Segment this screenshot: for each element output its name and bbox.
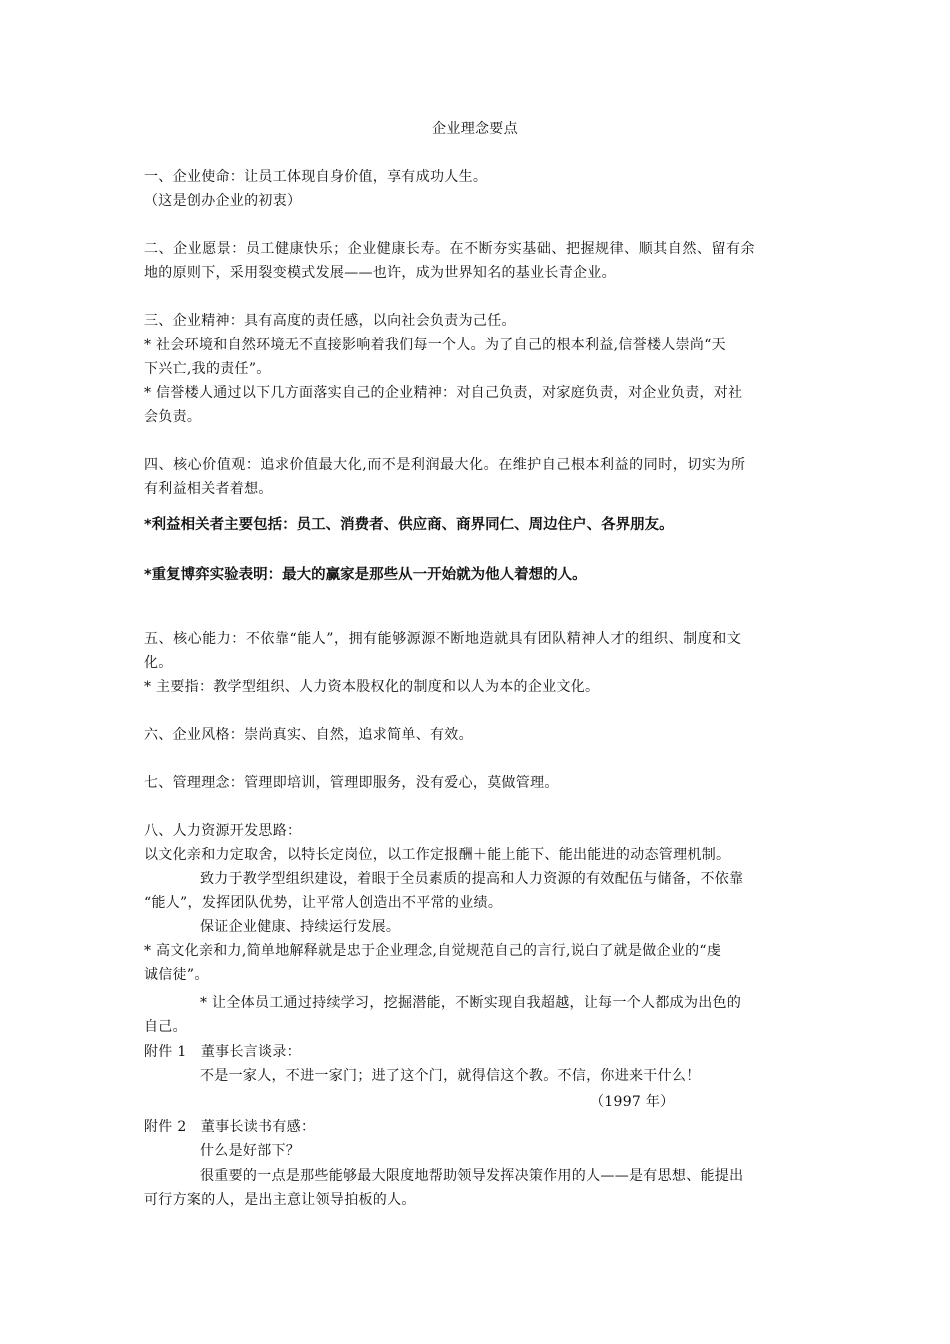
spirit-line: 三、企业精神：具有高度的责任感，以向社会负责为己任。 xyxy=(144,313,516,329)
mission-line: 一、企业使命：让员工体现自身价值，享有成功人生。 xyxy=(144,169,488,185)
hr-note-2b: 自己。 xyxy=(144,1019,187,1035)
hr-heading: 八、人力资源开发思路： xyxy=(144,823,302,839)
management-line: 七、管理理念：管理即培训，管理即服务，没有爱心，莫做管理。 xyxy=(144,775,559,791)
appendix-2-question: 什么是好部下？ xyxy=(200,1143,301,1159)
spirit-note-1b: 下兴亡,我的责任”。 xyxy=(144,361,271,377)
mission-note: （这是创办企业的初衷） xyxy=(144,193,302,209)
hr-line-2: 致力于教学型组织建设，着眼于全员素质的提高和人力资源的有效配伍与储备，不依靠 xyxy=(200,871,744,887)
style-line: 六、企业风格：崇尚真实、自然，追求简单、有效。 xyxy=(144,727,473,743)
hr-note-2a: * 让全体员工通过持续学习，挖掘潜能，不断实现自我超越，让每一个人都成为出色的 xyxy=(200,995,742,1011)
appendix-2-heading: 附件 2 董事长读书有感： xyxy=(144,1119,316,1135)
vision-line-2: 地的原则下，采用裂变模式发展——也许，成为世界知名的基业长青企业。 xyxy=(144,265,616,281)
appendix-2-answer-2: 可行方案的人，是出主意让领导拍板的人。 xyxy=(144,1192,416,1208)
stakeholders-note: *利益相关者主要包括：员工、消费者、供应商、商界同仁、周边住户、各界朋友。 xyxy=(144,517,674,533)
capability-line-2: 化。 xyxy=(144,655,173,671)
appendix-1-heading: 附件 1 董事长言谈录： xyxy=(144,1044,301,1060)
values-line-2: 有利益相关者着想。 xyxy=(144,481,273,497)
spirit-note-2b: 会负责。 xyxy=(144,409,202,425)
appendix-2-answer-1: 很重要的一点是那些能够最大限度地帮助领导发挥决策作用的人——是有思想、能提出 xyxy=(200,1168,744,1184)
values-line-1: 四、核心价值观：追求价值最大化,而不是利润最大化。在维护自己根本利益的同时，切实为所 xyxy=(144,457,746,473)
hr-note-1b: 诚信徒”。 xyxy=(144,967,209,983)
appendix-1-quote: 不是一家人，不进一家门；进了这个门，就得信这个教。不信，你进来干什么！ xyxy=(200,1068,701,1084)
capability-line-1: 五、核心能力：不依靠“能人”，拥有能够源源不断地造就具有团队精神人才的组织、制度和文 xyxy=(144,631,742,647)
hr-line-3: “能人”，发挥团队优势，让平常人创造出不平常的业绩。 xyxy=(144,895,503,911)
capability-note: * 主要指：教学型组织、人力资本股权化的制度和以人为本的企业文化。 xyxy=(144,679,600,695)
vision-line-1: 二、企业愿景：员工健康快乐；企业健康长寿。在不断夯实基础、把握规律、顺其自然、留有余 xyxy=(144,241,756,257)
page-title: 企业理念要点 xyxy=(432,121,518,137)
hr-line-4: 保证企业健康、持续运行发展。 xyxy=(200,919,401,935)
game-theory-note: *重复博弈实验表明：最大的赢家是那些从一开始就为他人着想的人。 xyxy=(144,567,587,583)
spirit-note-1a: * 社会环境和自然环境无不直接影响着我们每一个人。为了自己的根本利益,信誉楼人崇尚“天 xyxy=(144,337,726,353)
hr-line-1: 以文化亲和力定取舍，以特长定岗位，以工作定报酬＋能上能下、能出能进的动态管理机制。 xyxy=(144,847,731,863)
spirit-note-2a: * 信誉楼人通过以下几方面落实自己的企业精神：对自己负责，对家庭负责，对企业负责，对社 xyxy=(144,385,743,401)
hr-note-1a: * 高文化亲和力,简单地解释就是忠于企业理念,自觉规范自己的言行,说白了就是做企业的“虔 xyxy=(144,943,722,959)
appendix-1-year: （1997 年） xyxy=(590,1094,675,1110)
